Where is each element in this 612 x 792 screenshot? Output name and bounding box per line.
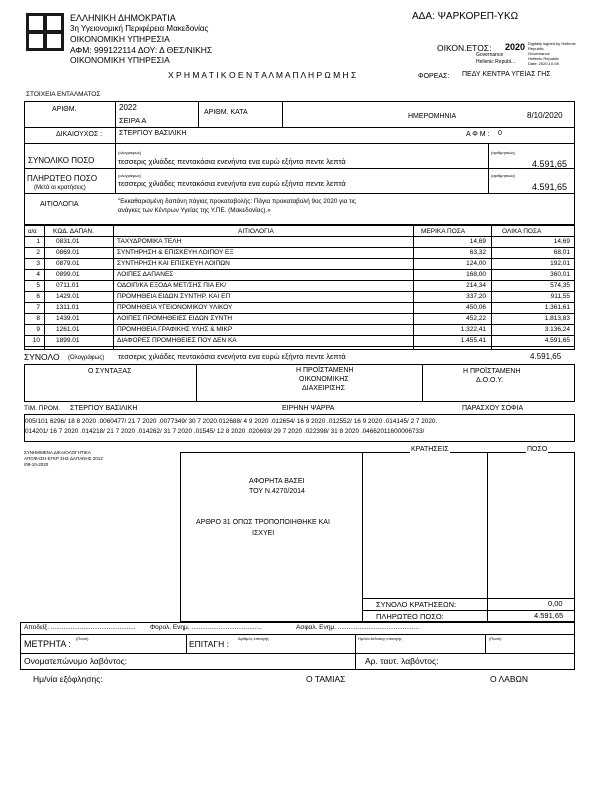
head1-line-a: Η ΠΡΟΪΣΤΑΜΕΝΗ xyxy=(296,367,354,374)
row-description: ΠΡΟΜΗΘΕΙΑ ΥΓΕΙΟΝΟΜΙΚΟΥ ΥΛΙΚΟΥ xyxy=(117,304,233,311)
row-code: 0831.01 xyxy=(56,238,80,245)
reason-label: ΑΙΤΙΟΛΟΓΙΑ xyxy=(40,201,79,208)
state-name: ΕΛΛΗΝΙΚΗ ΔΗΜΟΚΡΑΤΙΑ xyxy=(70,13,176,23)
row-total-amount: 574,35 xyxy=(550,282,570,289)
row-number: 3 xyxy=(36,260,40,267)
row-number: 8 xyxy=(36,315,40,322)
service-name-2: ΟΙΚΟΝΟΜΙΚΗ ΥΠΗΡΕΣΙΑ xyxy=(70,55,170,65)
agency-afm: ΑΦΜ: 999122114 ΔΟΥ: Δ ΘΕΣ/ΝΙΚΗΣ xyxy=(70,45,213,55)
receiver-id-label: Αρ. ταυτ. λαβόντος: xyxy=(365,656,439,666)
arith-value: 2022 xyxy=(119,103,137,112)
check-number-label: Αριθμός επιταγής xyxy=(238,636,270,641)
table-row xyxy=(24,315,575,325)
row-total-amount: 1.813,83 xyxy=(544,315,570,322)
check-amount-label: (Ποσό) xyxy=(489,636,502,641)
receiver-name-label: Ονοματεπώνυμο λαβόντος: xyxy=(24,656,128,666)
exempt-line-2: ΤΟΥ Ν.4270/2014 xyxy=(249,488,305,495)
document-title: Χ Ρ Η Μ Α Τ Ι Κ Ο Ε Ν Τ Α Λ Μ Α Π Λ Η Ρ Ω Μ Η Σ xyxy=(168,70,357,80)
row-partial-amount: 124,00 xyxy=(466,260,486,267)
row-description: ΣΥΝΤΗΡΗΣΗ ΚΑΙ ΕΠΙΣΚΕΥΗ ΛΟΙΠΩΝ xyxy=(117,260,230,267)
cash-label: ΜΕΤΡΗΤΑ : xyxy=(24,639,71,649)
col-header-partial: ΜΕΡΙΚΑ ΠΟΣΑ xyxy=(421,228,466,235)
date-value: 8/10/2020 xyxy=(527,111,563,120)
row-code: 1261.01 xyxy=(56,326,80,333)
date-label: ΗΜΕΡΟΜΗΝΙΑ xyxy=(408,113,457,120)
foreas-value: ΠΕΔΥ ΚΕΝΤΡΑ ΥΓΕΙΑΣ ΓΗΣ xyxy=(462,71,551,78)
reason-line-1: "Εκκαθαρισμένη δαπάνη πάγιας προκαταβολής: Πάγια προκαταβολή 9ος 2020 για τις xyxy=(118,198,356,205)
row-partial-amount: 1.455,41 xyxy=(460,337,486,344)
row-partial-amount: 452,22 xyxy=(466,315,486,322)
lower-payable-label: ΠΛΗΡΩΤΕΟ ΠΟΣΟ: xyxy=(376,612,444,621)
row-total-amount: 360,01 xyxy=(550,271,570,278)
col-header-total: ΟΛΙΚΑ ΠΟΣΑ xyxy=(502,228,542,235)
row-description: ΟΔΟΙΠ/ΚΑ ΕΞΟΔΑ ΜΕΤ/ΣΗΣ ΠΙΑ ΕΚ/ xyxy=(117,282,227,289)
payable-sub: (Μετά αι κρατήσεις) xyxy=(34,185,86,191)
row-number: 2 xyxy=(36,249,40,256)
col-header-num: α/α xyxy=(28,229,37,235)
row-total-amount: 1.361,61 xyxy=(544,304,570,311)
row-description: ΛΟΙΠΕΣ ΠΡΟΜΗΘΕΙΕΣ ΕΙΔΩΝ ΣΥΝΤΗ xyxy=(117,315,233,322)
receipts-field: Αποδείξ. ............................................... xyxy=(24,624,136,631)
fiscal-year-label: ΟΙΚΟΝ.ΕΤΟΣ: xyxy=(437,43,492,53)
row-description: ΣΥΝΤΗΡΗΣΗ & ΕΠΙΣΚΕΥΗ ΛΟΙΠΟΥ ΕΞ xyxy=(117,249,234,256)
col-header-code: ΚΩΔ. ΔΑΠΑΝ. xyxy=(53,228,94,235)
row-code: 0711.01 xyxy=(56,282,80,289)
row-partial-amount: 168,00 xyxy=(466,271,486,278)
summary-label: ΣΥΝΟΛΟ xyxy=(24,352,60,362)
deductions-label: ΚΡΑΤΗΣΕΙΣ xyxy=(411,446,449,453)
row-partial-amount: 214,34 xyxy=(466,282,486,289)
row-number: 6 xyxy=(36,293,40,300)
table-row xyxy=(24,293,575,303)
payable-label: ΠΛΗΡΩΤΕΟ ΠΟΣΟ xyxy=(27,174,98,183)
beneficiary-afm-label: Α Φ Μ : xyxy=(466,131,490,138)
col-header-desc: ΑΙΤΙΟΛΟΓΙΑ xyxy=(238,228,274,235)
region-name: 3η Υγειονομική Περιφέρεια Μακεδονίας xyxy=(70,24,209,33)
references-line-1: 005/101 6296/ 18 8 2020 .0060477/ 21 7 2020 .0077349/ 30 7 2020.012688/ 4 9 2020 .012654/ 16 9 2020 .012552/ 16 9 2020 .014145/ 2 7 2020. xyxy=(25,418,438,425)
summary-words: τεσσερις χιλιάδες πεντακόσια ενενήντα ενα ευρώ εξήντα πεντε λεπτά xyxy=(118,352,346,361)
row-description: ΠΡΟΜΗΘΕΙΑ ΕΙΔΩΝ ΣΥΝΤΗΡ. ΚΑΙ ΕΠ xyxy=(117,293,231,300)
references-line-2: 014201/ 16 7 2020 .014218/ 21 7 2020 .014262/ 31 7 2020 .01545/ 12 8 2020 .020693/ 29 7 2020 .022398/ 31 8 2020 .04662011600006733/ xyxy=(25,428,425,435)
row-code: 0869.01 xyxy=(56,249,80,256)
arith-label: ΑΡΙΘΜ. xyxy=(52,106,77,113)
digital-signature: Digitally signed by Hellenic Republic Governance Hellenic Republic Date: 2020.10.08 xyxy=(528,41,576,66)
payable-words: τεσσερις χιλιάδες πεντακόσια ενενήντα ενα ευρώ εξήντα πεντε λεπτά xyxy=(118,179,346,188)
author-title: Ο ΣΥΝΤΑΞΑΣ xyxy=(88,368,132,375)
head2-line-a: Η ΠΡΟΪΣΤΑΜΕΝΗ xyxy=(463,368,521,375)
row-total-amount: 68,01 xyxy=(553,249,570,256)
signer-side-2: Hellenic Republ... xyxy=(476,59,516,65)
check-date-label: Ημ/νία έκδοσης επιταγής xyxy=(358,636,402,641)
deductions-box xyxy=(180,452,575,622)
seira: ΣΕΙΡΑ Α xyxy=(119,116,147,125)
beneficiary-afm: 0 xyxy=(498,130,502,137)
deductions-amount-label: ΠΟΣΟ xyxy=(527,446,548,453)
row-code: 1429.01 xyxy=(56,293,80,300)
insurance-clearance-field: Ασφαλ. Ενημ. ............................................. xyxy=(296,624,420,631)
head1-line-b: ΟΙΚΟΝΟΜΙΚΗΣ xyxy=(299,376,349,383)
row-description: ΤΑΧΥΔΡΟΜΙΚΑ ΤΕΛΗ xyxy=(117,238,182,245)
row-code: 1311.01 xyxy=(56,304,80,311)
table-row xyxy=(24,238,575,248)
row-code: 0879.01 xyxy=(56,260,80,267)
fiscal-year: 2020 xyxy=(505,42,526,52)
deductions-total-label: ΣΥΝΟΛΟ ΚΡΑΤΗΣΕΩΝ: xyxy=(376,600,457,609)
attachments-approval: ΑΠΟΦΑΣΗ ΕΓΚΡ ΣΗΣ ΔΑΠΑΝΗΣ 2012 xyxy=(24,456,103,461)
exempt-line-1: ΑΦΟΡΗΤΑ ΒΑΣΕΙ xyxy=(249,478,305,485)
ada-code: ΑΔΑ: ΨΑΡΚΟΡΕΠ-ΥΚΩ xyxy=(412,11,519,22)
payment-date-label: Ημ/νία εξόφλησης: xyxy=(33,674,103,684)
table-row xyxy=(24,260,575,270)
head2-name: ΠΑΡΑΣΧΟΥ ΣΟΦΙΑ xyxy=(462,405,524,412)
cash-amount-label: (Ποσό) xyxy=(76,636,89,641)
head1-name: ΕΙΡΗΝΗ ΨΑΡΡΑ xyxy=(282,405,335,412)
article-line-1: ΑΡΘΡΟ 31 ΟΠΩΣ ΤΡΟΠΟΠΟΙΗΘΗΚΕ ΚΑΙ xyxy=(196,519,330,526)
beneficiary: ΣΤΕΡΓΙΟΥ ΒΑΣΙΛΙΚΗ xyxy=(119,130,187,137)
state-emblem-icon xyxy=(26,13,64,51)
table-row xyxy=(24,326,575,336)
row-code: 0899.01 xyxy=(56,271,80,278)
foreas-label: ΦΟΡΕΑΣ: xyxy=(418,73,450,80)
row-description: ΠΡΟΜΗΘΕΙΑ ΓΡΑΦΙΚΗΣ ΥΛΗΣ & ΜΙΚΡ xyxy=(117,326,233,333)
attachments-title: ΣΥΝΗΜΜΕΝΑ ΔΙΚΑΙΟΛΟΓΗΤΙΚΑ xyxy=(24,450,91,455)
lower-payable: 4.591,65 xyxy=(534,611,564,620)
row-code: 1439.01 xyxy=(56,315,80,322)
total-words: τεσσερις χιλιάδες πεντακόσια ενενήντα ενα ευρώ εξήντα πεντε λεπτά xyxy=(118,157,346,166)
total-words-label: (ολογράφως) xyxy=(118,150,142,155)
head2-line-b: Δ.Ο.Ο.Υ. xyxy=(476,377,504,384)
article-line-2: ΙΣΧΥΕΙ xyxy=(252,530,275,537)
section-label: ΣΤΟΙΧΕΙΑ ΕΝΤΑΛΜΑΤΟΣ xyxy=(26,91,101,98)
payable-digits-label: (αριθμητικώς) xyxy=(491,173,516,178)
row-partial-amount: 14,69 xyxy=(469,238,486,245)
table-row xyxy=(24,271,575,281)
total-digits-label: (αριθμητικώς) xyxy=(491,150,516,155)
row-number: 10 xyxy=(32,337,40,344)
table-row xyxy=(24,249,575,259)
treasurer-title: Ο ΤΑΜΙΑΣ xyxy=(306,674,346,684)
row-description: ΛΟΙΠΕΣ ΔΑΠΑΝΕΣ xyxy=(117,271,174,278)
row-partial-amount: 337,20 xyxy=(466,293,486,300)
reason-line-2: ανάγκες των Κέντρων Υγείας της Υ.ΠΕ. (Μακεδονίας).» xyxy=(118,207,271,214)
author-name: ΣΤΕΡΓΙΟΥ ΒΑΣΙΛΙΚΗ xyxy=(70,405,138,412)
row-total-amount: 4.591,65 xyxy=(544,337,570,344)
receiver-title: Ο ΛΑΒΩΝ xyxy=(490,674,529,684)
row-total-amount: 911,55 xyxy=(550,293,570,300)
table-row xyxy=(24,337,575,347)
arith-kata-label: ΑΡΙΘΜ. ΚΑΤΑ xyxy=(204,109,248,116)
row-number: 1 xyxy=(36,238,40,245)
row-partial-amount: 450,06 xyxy=(466,304,486,311)
summary-words-label: (Ολογράφως) xyxy=(68,355,105,361)
signer-side-1: Governance xyxy=(476,52,504,58)
beneficiary-label: ΔΙΚΑΙΟΥΧΟΣ : xyxy=(56,131,103,138)
row-total-amount: 192,01 xyxy=(550,260,570,267)
row-number: 4 xyxy=(36,271,40,278)
table-row xyxy=(24,282,575,292)
head1-line-c: ΔΙΑΧΕΙΡΙΣΗΣ xyxy=(302,385,345,392)
row-partial-amount: 63,32 xyxy=(469,249,486,256)
total-digits: 4.591,65 xyxy=(532,159,568,169)
row-total-amount: 14,69 xyxy=(553,238,570,245)
check-label: ΕΠΙΤΑΓΗ : xyxy=(189,639,229,649)
row-total-amount: 3.136,24 xyxy=(544,326,570,333)
payable-digits: 4.591,65 xyxy=(532,182,568,192)
row-number: 9 xyxy=(36,326,40,333)
attachments-date: /09-10-2020 xyxy=(24,462,49,467)
summary-amount: 4.591,65 xyxy=(530,352,562,361)
service-name: ΟΙΚΟΝΟΜΙΚΗ ΥΠΗΡΕΣΙΑ xyxy=(70,34,170,44)
row-partial-amount: 1.322,41 xyxy=(460,326,486,333)
tim-prom-label: ΤΙΜ. ΠΡΟΜ. xyxy=(24,405,61,412)
row-number: 7 xyxy=(36,304,40,311)
row-description: ΔΙΑΦΟΡΕΣ ΠΡΟΜΗΘΕΙΕΣ ΠΟΥ ΔΕΝ ΚΑ xyxy=(117,337,237,344)
row-number: 5 xyxy=(36,282,40,289)
tax-clearance-field: Φορολ. Ενημ. ....................................... xyxy=(150,624,262,631)
deductions-total: 0,00 xyxy=(548,599,563,608)
total-label: ΣΥΝΟΛΙΚΟ ΠΟΣΟ xyxy=(28,156,95,165)
row-code: 1899.01 xyxy=(56,337,80,344)
table-row xyxy=(24,304,575,314)
payable-words-label: (ολογράφως) xyxy=(118,173,142,178)
